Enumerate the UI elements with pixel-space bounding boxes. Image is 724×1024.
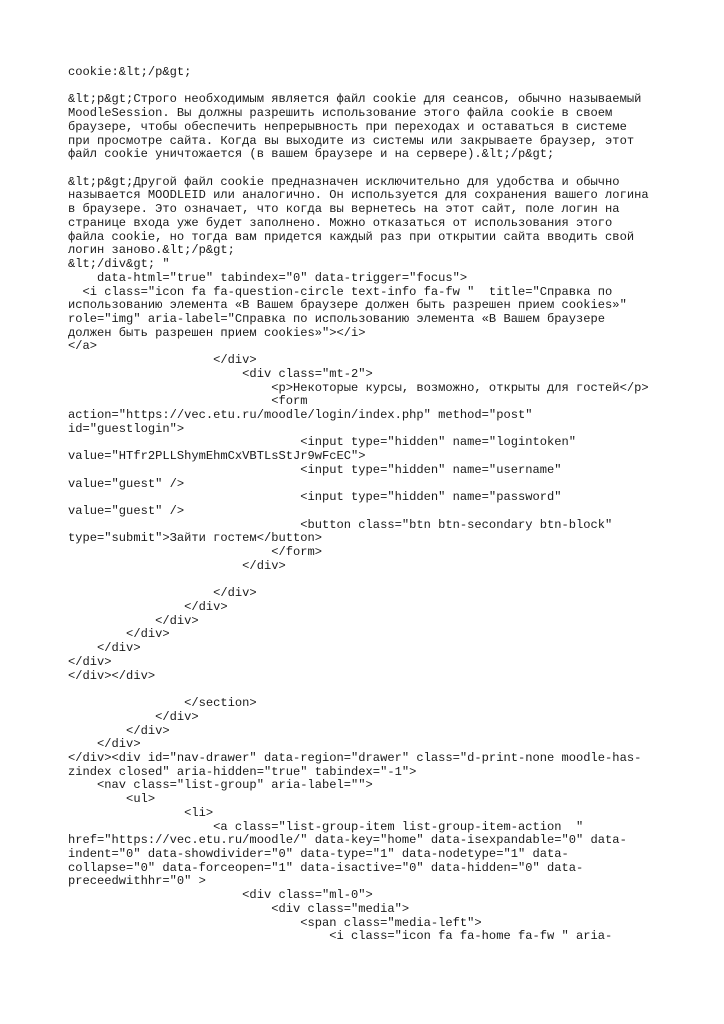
code-line: id="guestlogin"> <box>68 421 185 436</box>
code-line: </div> <box>68 709 199 724</box>
code-line: </div> <box>68 353 257 368</box>
code-line: type="submit">Зайти гостем</button> <box>68 531 323 546</box>
code-line: <input type="hidden" name="logintoken" <box>68 435 577 450</box>
code-line: </div> <box>68 627 170 642</box>
code-line: </a> <box>68 339 98 354</box>
code-line: использованию элемента «В Вашем браузере должен быть разрешен прием cookies»" <box>68 298 627 313</box>
code-line: </div> <box>68 654 112 669</box>
code-line: preceedwithhr="0" > <box>68 874 206 889</box>
code-line <box>68 574 668 588</box>
code-line: </div> <box>68 558 286 573</box>
code-line: должен быть разрешен прием cookies»"></i> <box>68 325 366 340</box>
code-line: </section> <box>68 696 257 711</box>
code-line: логин заново.&lt;/p&gt; <box>68 243 235 258</box>
code-line: <div class="ml-0"> <box>68 888 373 903</box>
code-line: <li> <box>68 805 214 820</box>
code-line: при просмотре сайта. Когда вы выходите из системы или закрываете браузер, этот <box>68 133 635 148</box>
code-line: </div> <box>68 737 141 752</box>
code-line: файла cookie, но тогда вам придется каждый раз при открытии сайта вводить свой <box>68 229 635 244</box>
code-line: <i class="icon fa fa-home fa-fw " aria- <box>68 929 613 944</box>
code-line: странице входа уже будет заполнено. Можно отказаться от использования этого <box>68 215 613 230</box>
code-line: </div> <box>68 600 228 615</box>
code-line: <form <box>68 394 308 409</box>
code-line: action="https://vec.etu.ru/moodle/login/index.php" method="post" <box>68 407 533 422</box>
code-line: </div> <box>68 723 170 738</box>
code-line: <i class="icon fa fa-question-circle text-info fa-fw " title="Справка по <box>68 284 613 299</box>
code-line: &lt;p&gt;Строго необходимым является файл cookie для сеансов, обычно называемый <box>68 92 642 107</box>
code-line: </form> <box>68 545 323 560</box>
code-line: cookie:&lt;/p&gt; <box>68 65 192 79</box>
code-line: &lt;p&gt;Другой файл cookie предназначен исключительно для удобства и обычно <box>68 174 620 189</box>
code-line: href="https://vec.etu.ru/moodle/" data-key="home" data-isexpandable="0" data- <box>68 833 627 848</box>
code-line: value="guest" /> <box>68 504 185 518</box>
code-line: <div class="media"> <box>68 901 410 916</box>
code-line: indent="0" data-showdivider="0" data-type="1" data-nodetype="1" data- <box>68 846 569 861</box>
code-line: data-html="true" tabindex="0" data-trigger="focus"> <box>68 270 468 285</box>
code-line: value="guest" /> <box>68 476 185 491</box>
code-line: role="img" aria-label="Справка по использованию элемента «В Вашем браузере <box>68 311 606 326</box>
code-line: </div><div id="nav-drawer" data-region="drawer" class="d-print-none moodle-has- <box>68 750 642 765</box>
code-line: <a class="list-group-item list-group-item-action " <box>68 819 584 834</box>
code-line: браузере, чтобы обеспечить непрерывность при переходах и оставаться в системе <box>68 119 627 134</box>
source-code-text <box>68 66 668 944</box>
code-line: </div></div> <box>68 668 156 683</box>
code-line: <input type="hidden" name="password" <box>68 490 562 505</box>
code-line: </div> <box>68 586 257 601</box>
code-line <box>68 683 668 697</box>
code-line: файл cookie уничтожается (в вашем браузере и на сервере).&lt;/p&gt; <box>68 147 555 162</box>
code-line: MoodleSession. Вы должны разрешить использование этого файла cookie в своем <box>68 106 613 121</box>
code-line: collapse="0" data-forceopen="1" data-isactive="0" data-hidden="0" data- <box>68 860 584 875</box>
code-line: </div> <box>68 613 199 628</box>
code-line: называется MOODLEID или аналогично. Он используется для сохранения вашего логина <box>68 188 649 203</box>
code-line: &lt;/div&gt; " <box>68 257 170 272</box>
code-line <box>68 80 668 94</box>
code-line: <span class="media-left"> <box>68 915 482 930</box>
code-line: <button class="btn btn-secondary btn-block" <box>68 517 613 532</box>
code-line: <input type="hidden" name="username" <box>68 462 562 477</box>
code-line: <div class="mt-2"> <box>68 366 373 381</box>
code-line: <ul> <box>68 792 156 807</box>
code-line: <p>Некоторые курсы, возможно, открыты для гостей</p> <box>68 380 649 395</box>
code-line: в браузере. Это означает, что когда вы вернетесь на этот сайт, поле логин на <box>68 202 620 217</box>
code-line: </div> <box>68 641 141 656</box>
code-line: value="HTfr2PLLShymEhmCxVBTLsStJr9wFcEC"> <box>68 449 366 464</box>
code-line: zindex closed" aria-hidden="true" tabindex="-1"> <box>68 764 417 779</box>
code-line: <nav class="list-group" aria-label=""> <box>68 778 373 793</box>
code-line <box>68 162 668 176</box>
